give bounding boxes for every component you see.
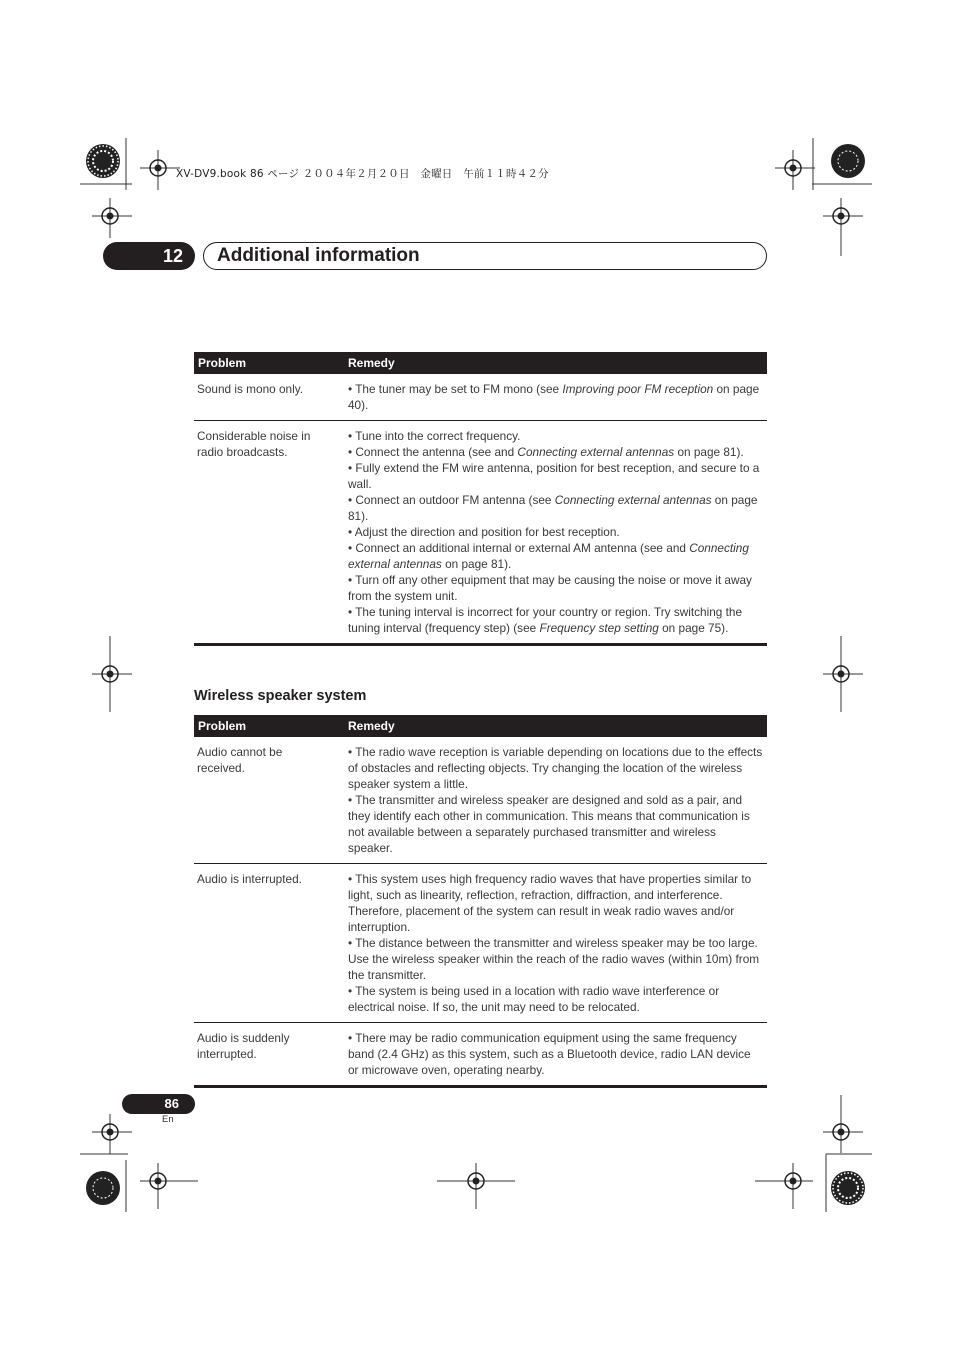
page-number-badge: 86 <box>122 1094 195 1114</box>
crosshair-icon <box>755 1163 815 1211</box>
remedy-item: • The system is being used in a location with radio wave interference or electrical noise. If so, the unit may need to be relocated. <box>348 984 720 1014</box>
table-row <box>194 374 767 421</box>
crosshair-icon <box>140 150 182 192</box>
cross-reference: Connecting external antennas <box>554 493 712 507</box>
remedy-item: • Fully extend the FM wire antenna, position for best reception, and secure to a wall. <box>348 461 760 491</box>
chapter-number-badge: 12 <box>103 242 195 270</box>
problem-cell: Audio is suddenly interrupted. <box>194 1023 344 1087</box>
remedy-item: • This system uses high frequency radio waves that have properties similar to light, such as linearity, reflection, refraction, diffraction, and interference. Therefore, placement of the system can result in weak radio waves and/or interruption. <box>348 872 752 934</box>
remedy-item: • The distance between the transmitter and wireless speaker may be too large. Use the wireless speaker within the reach of the radio waves (within 10m) from the transmitter. <box>348 936 760 982</box>
registration-mark-icon <box>812 1152 872 1212</box>
remedy-item: • Adjust the direction and position for best reception. <box>348 525 620 539</box>
problem-cell: Audio is interrupted. <box>194 864 344 1023</box>
cross-reference: Connecting external antennas <box>348 541 749 571</box>
language-code: En <box>162 1114 174 1125</box>
table-row <box>194 864 767 1023</box>
cross-reference: Connecting external antennas <box>517 445 675 459</box>
remedy-cell <box>344 421 767 645</box>
chapter-title: Additional information <box>217 245 420 266</box>
remedy-item: • Connect the antenna (see and Connecting external antennas on page 81). <box>348 445 744 459</box>
remedy-cell <box>344 374 767 421</box>
header-problem: Problem <box>194 352 344 374</box>
remedy-cell <box>344 864 767 1023</box>
table-header-row <box>194 352 767 374</box>
cross-reference: Frequency step setting <box>539 621 659 635</box>
crosshair-icon <box>823 1095 865 1155</box>
registration-mark-icon <box>80 138 140 198</box>
problem-cell: Audio cannot be received. <box>194 737 344 864</box>
cross-reference: Improving poor FM reception <box>562 382 714 396</box>
troubleshooting-table-tuner <box>194 352 767 646</box>
remedy-item: • The radio wave reception is variable depending on locations due to the effects of obstacles and reflecting objects. Try changing the location of the wireless speaker system a little. <box>348 745 763 791</box>
header-problem: Problem <box>194 715 344 737</box>
header-remedy: Remedy <box>344 715 767 737</box>
remedy-cell <box>344 1023 767 1087</box>
crosshair-icon <box>823 198 865 258</box>
table-row <box>194 737 767 864</box>
crosshair-icon <box>775 150 817 192</box>
remedy-item: • Tune into the correct frequency. <box>348 429 521 443</box>
remedy-item: • The tuner may be set to FM mono (see Improving poor FM reception on page 40). <box>348 382 760 412</box>
section-heading: Wireless speaker system <box>194 688 367 704</box>
crosshair-icon <box>92 1114 134 1156</box>
remedy-item: • Turn off any other equipment that may be causing the noise or move it away from the system unit. <box>348 573 752 603</box>
problem-cell: Sound is mono only. <box>194 374 344 421</box>
remedy-item: • The tuning interval is incorrect for your country or region. Try switching the tuning interval (frequency step) (see Frequency step setting on page 75). <box>348 605 743 635</box>
crosshair-icon <box>140 1163 200 1211</box>
remedy-item: • The transmitter and wireless speaker are designed and sold as a pair, and they identify each other in communication. This means that communication is not available between a separately purchased transmitter and wireless speaker. <box>348 793 750 855</box>
table-header-row <box>194 715 767 737</box>
remedy-item: • Connect an additional internal or external AM antenna (see and Connecting external antennas on page 81). <box>348 541 749 571</box>
table-row <box>194 421 767 645</box>
problem-cell: Considerable noise in radio broadcasts. <box>194 421 344 645</box>
crosshair-icon <box>92 198 134 240</box>
crosshair-icon <box>823 636 865 714</box>
crosshair-icon <box>437 1163 517 1211</box>
header-remedy: Remedy <box>344 352 767 374</box>
registration-mark-icon <box>80 1152 140 1212</box>
print-header: XV-DV9.book 86 ページ ２００４年２月２０日 金曜日 午前１１時４２分 <box>176 168 549 180</box>
crosshair-icon <box>92 636 134 714</box>
registration-mark-icon <box>812 138 872 198</box>
remedy-item: • Connect an outdoor FM antenna (see Connecting external antennas on page 81). <box>348 493 758 523</box>
chapter-title-box <box>203 242 767 270</box>
table-row <box>194 1023 767 1087</box>
remedy-cell <box>344 737 767 864</box>
remedy-item: • There may be radio communication equipment using the same frequency band (2.4 GHz) as this system, such as a Bluetooth device, radio LAN device or microwave oven, operating nearby. <box>348 1031 751 1077</box>
troubleshooting-table-wireless <box>194 715 767 1088</box>
